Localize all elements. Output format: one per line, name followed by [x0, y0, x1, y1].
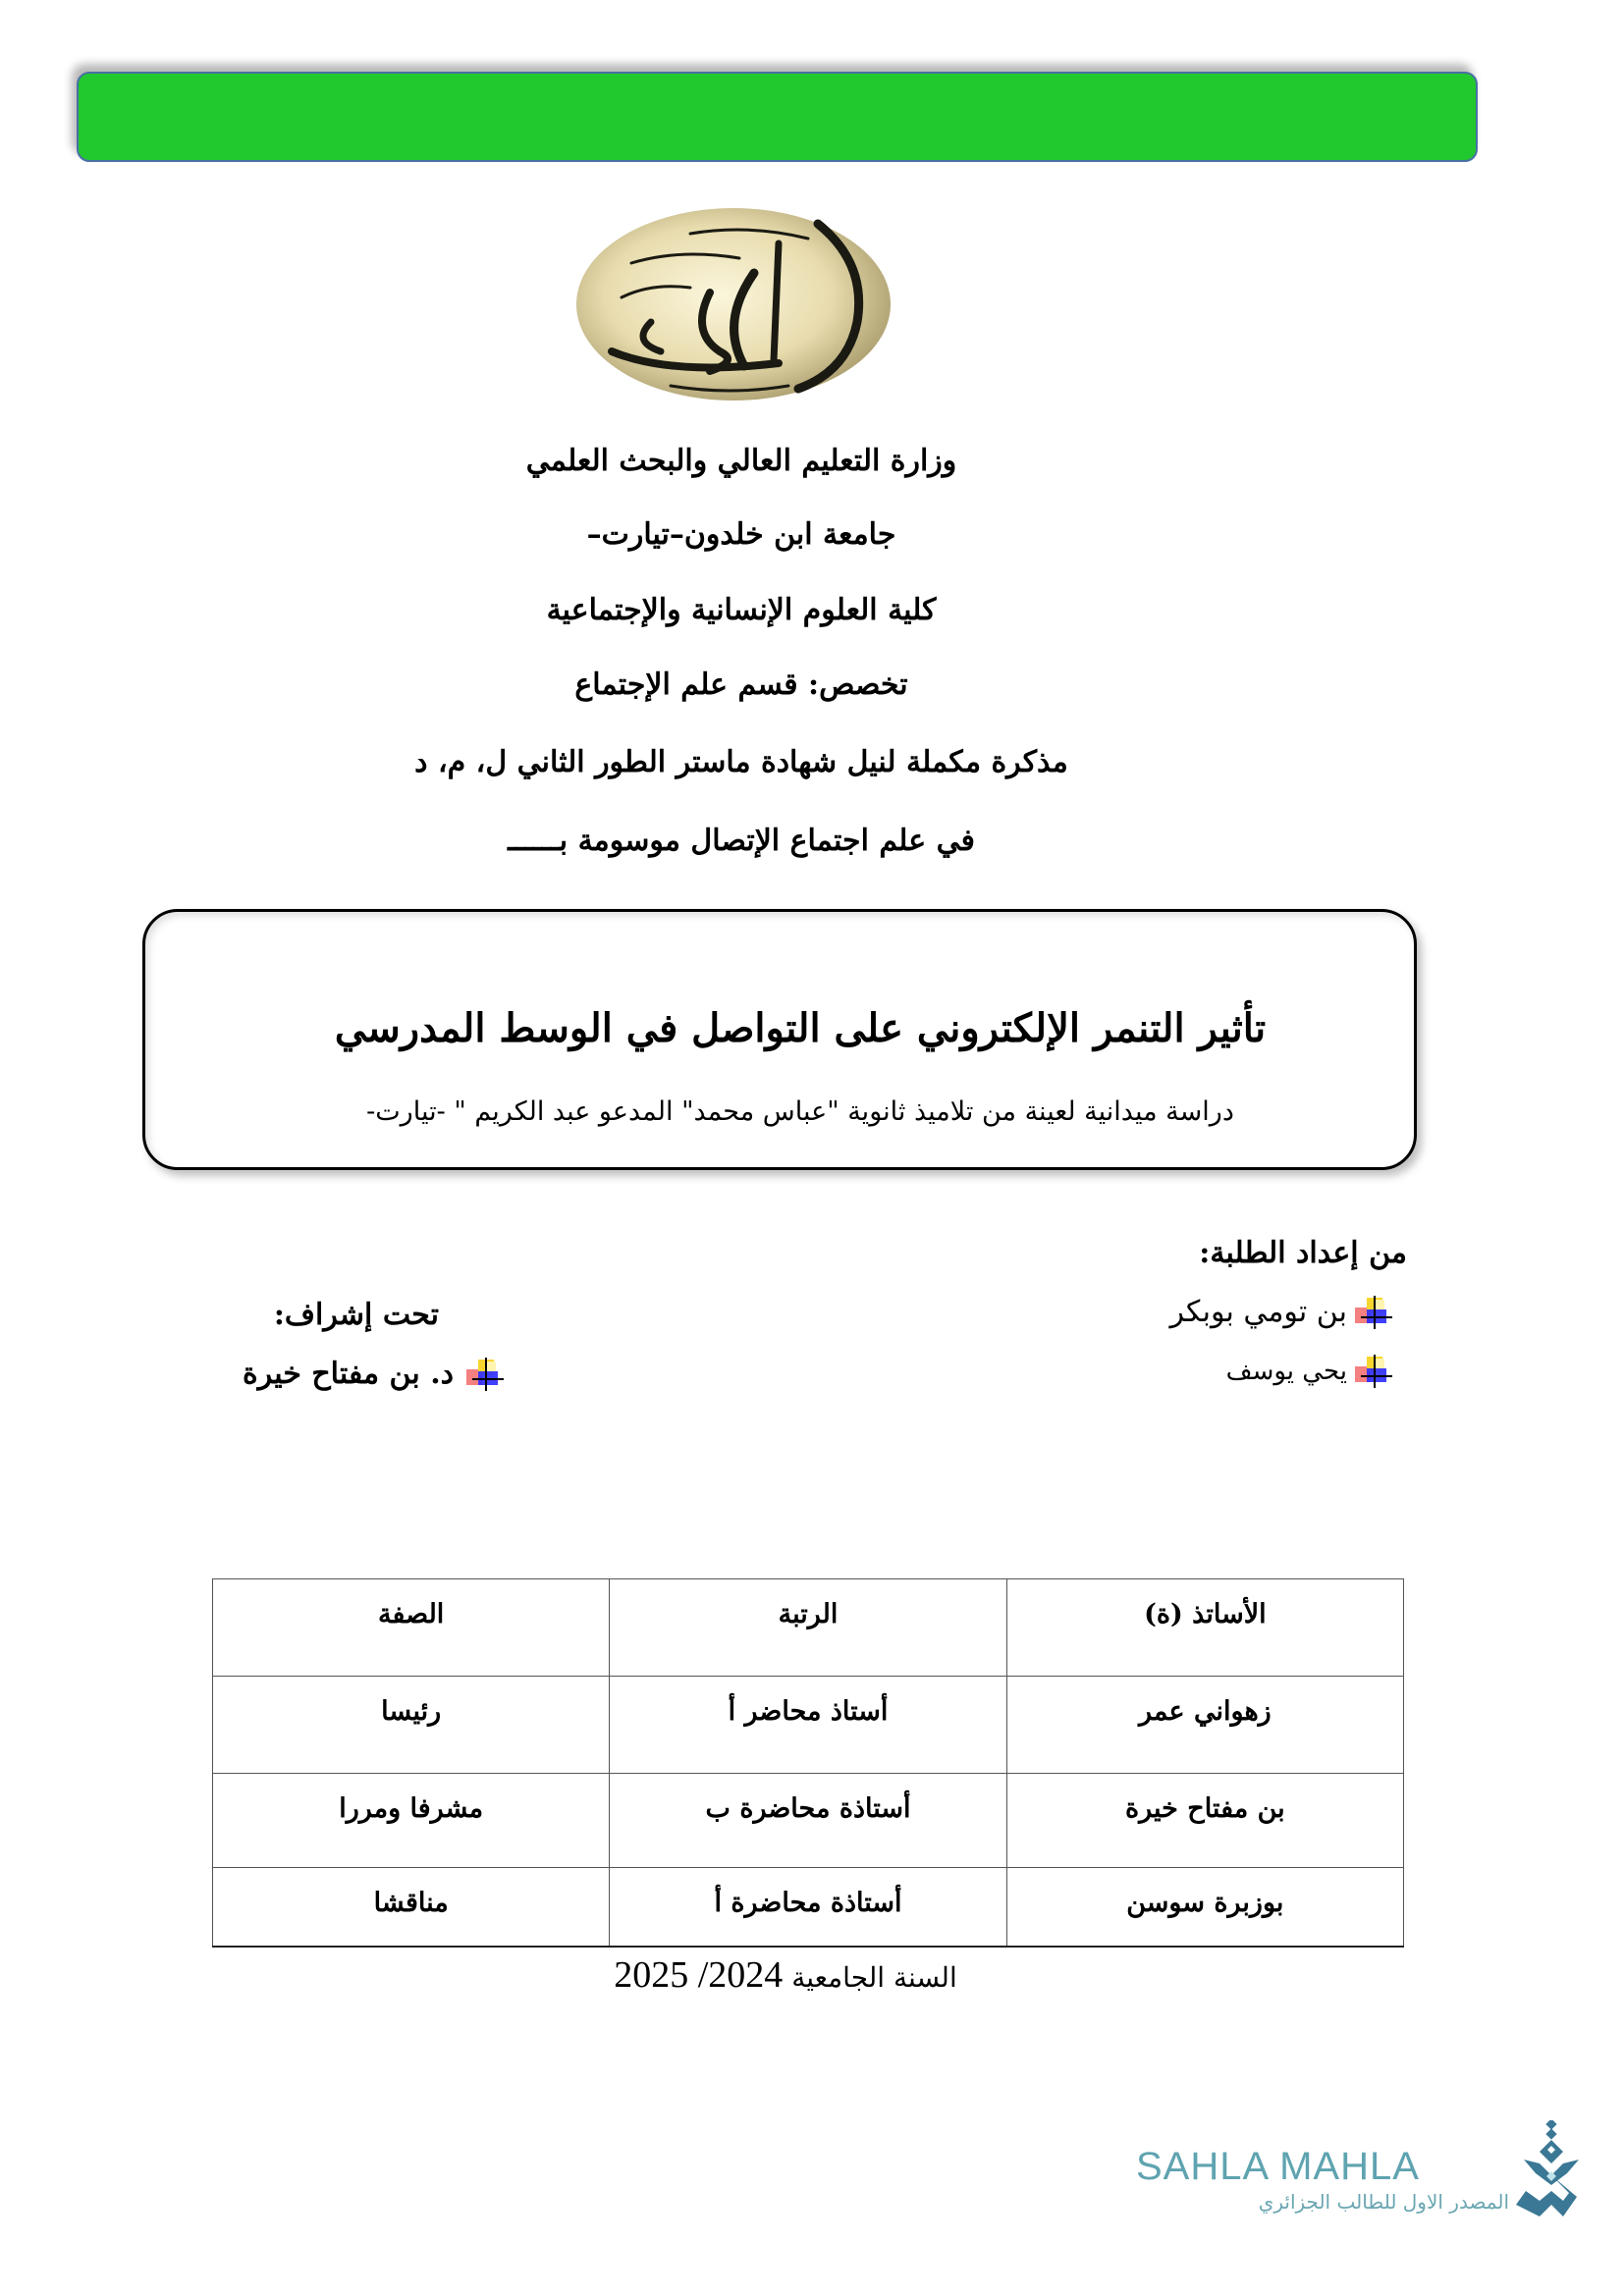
cell-professor: زهواني عمر [1006, 1677, 1403, 1774]
table-row [213, 1774, 1404, 1868]
header-banner [77, 72, 1478, 162]
student-bullet-icon [1355, 1296, 1392, 1333]
committee-table [212, 1578, 1404, 1948]
cell-professor: بن مفتاح خيرة [1006, 1774, 1403, 1868]
field-statement: في علم اجتماع الإتصال موسومة بــــــ [508, 824, 975, 858]
university-name: جامعة ابن خلدون–تيارت– [586, 517, 896, 552]
student-name-1: بن تومي بوبكر [1169, 1295, 1347, 1329]
header-role: الصفة [213, 1579, 610, 1677]
faculty-name: كلية العلوم الإنسانية والإجتماعية [546, 593, 937, 627]
table-header-row [213, 1579, 1404, 1677]
watermark-tagline: المصدر الاول للطالب الجزائري [1258, 2190, 1509, 2214]
table-row [213, 1677, 1404, 1774]
ministry-name: وزارة التعليم العالي والبحث العلمي [525, 444, 957, 478]
students-label: من إعداد الطلبة: [1199, 1236, 1407, 1270]
thesis-title: تأثير التنمر الإلكتروني على التواصل في الوسط المدرسي [334, 1005, 1267, 1051]
academic-year-value: 2025 /2024 [614, 1954, 784, 1996]
sahla-mahla-logo-icon [1512, 2120, 1581, 2218]
cell-rank: أستاذة محاضرة ب [610, 1774, 1006, 1868]
header-rank: الرتبة [610, 1579, 1006, 1677]
table-row [213, 1868, 1404, 1947]
cell-role: رئيسا [213, 1677, 610, 1774]
department-name: تخصص: قسم علم الإجتماع [574, 667, 908, 702]
supervisor-name: د. بن مفتاح خيرة [243, 1357, 454, 1391]
supervisor-label: تحت إشراف: [273, 1298, 439, 1332]
cell-rank: أستاذ محاضر أ [610, 1677, 1006, 1774]
student-bullet-icon [1355, 1355, 1392, 1392]
degree-statement: مذكرة مكملة لنيل شهادة ماستر الطور الثاني ل، م، د [414, 745, 1068, 779]
header-professor: الأساتذ (ة) [1006, 1579, 1403, 1677]
cell-role: مشرفا ومررا [213, 1774, 610, 1868]
watermark-brand: SAHLA MAHLA [1136, 2145, 1420, 2188]
cell-rank: أستاذة محاضرة أ [610, 1868, 1006, 1947]
cell-role: مناقشا [213, 1868, 610, 1947]
university-calligraphy-seal-icon [572, 204, 894, 404]
student-name-2: يحي يوسف [1225, 1357, 1347, 1386]
academic-year [491, 1955, 1080, 1998]
supervisor-bullet-icon [466, 1358, 504, 1395]
cell-professor: بوزبرة سوسن [1006, 1868, 1403, 1947]
academic-year-label: السنة الجامعية [791, 1961, 957, 1994]
thesis-subtitle: دراسة ميدانية لعينة من تلاميذ ثانوية "عباس محمد" المدعو عبد الكريم " -تيارت- [366, 1096, 1234, 1127]
